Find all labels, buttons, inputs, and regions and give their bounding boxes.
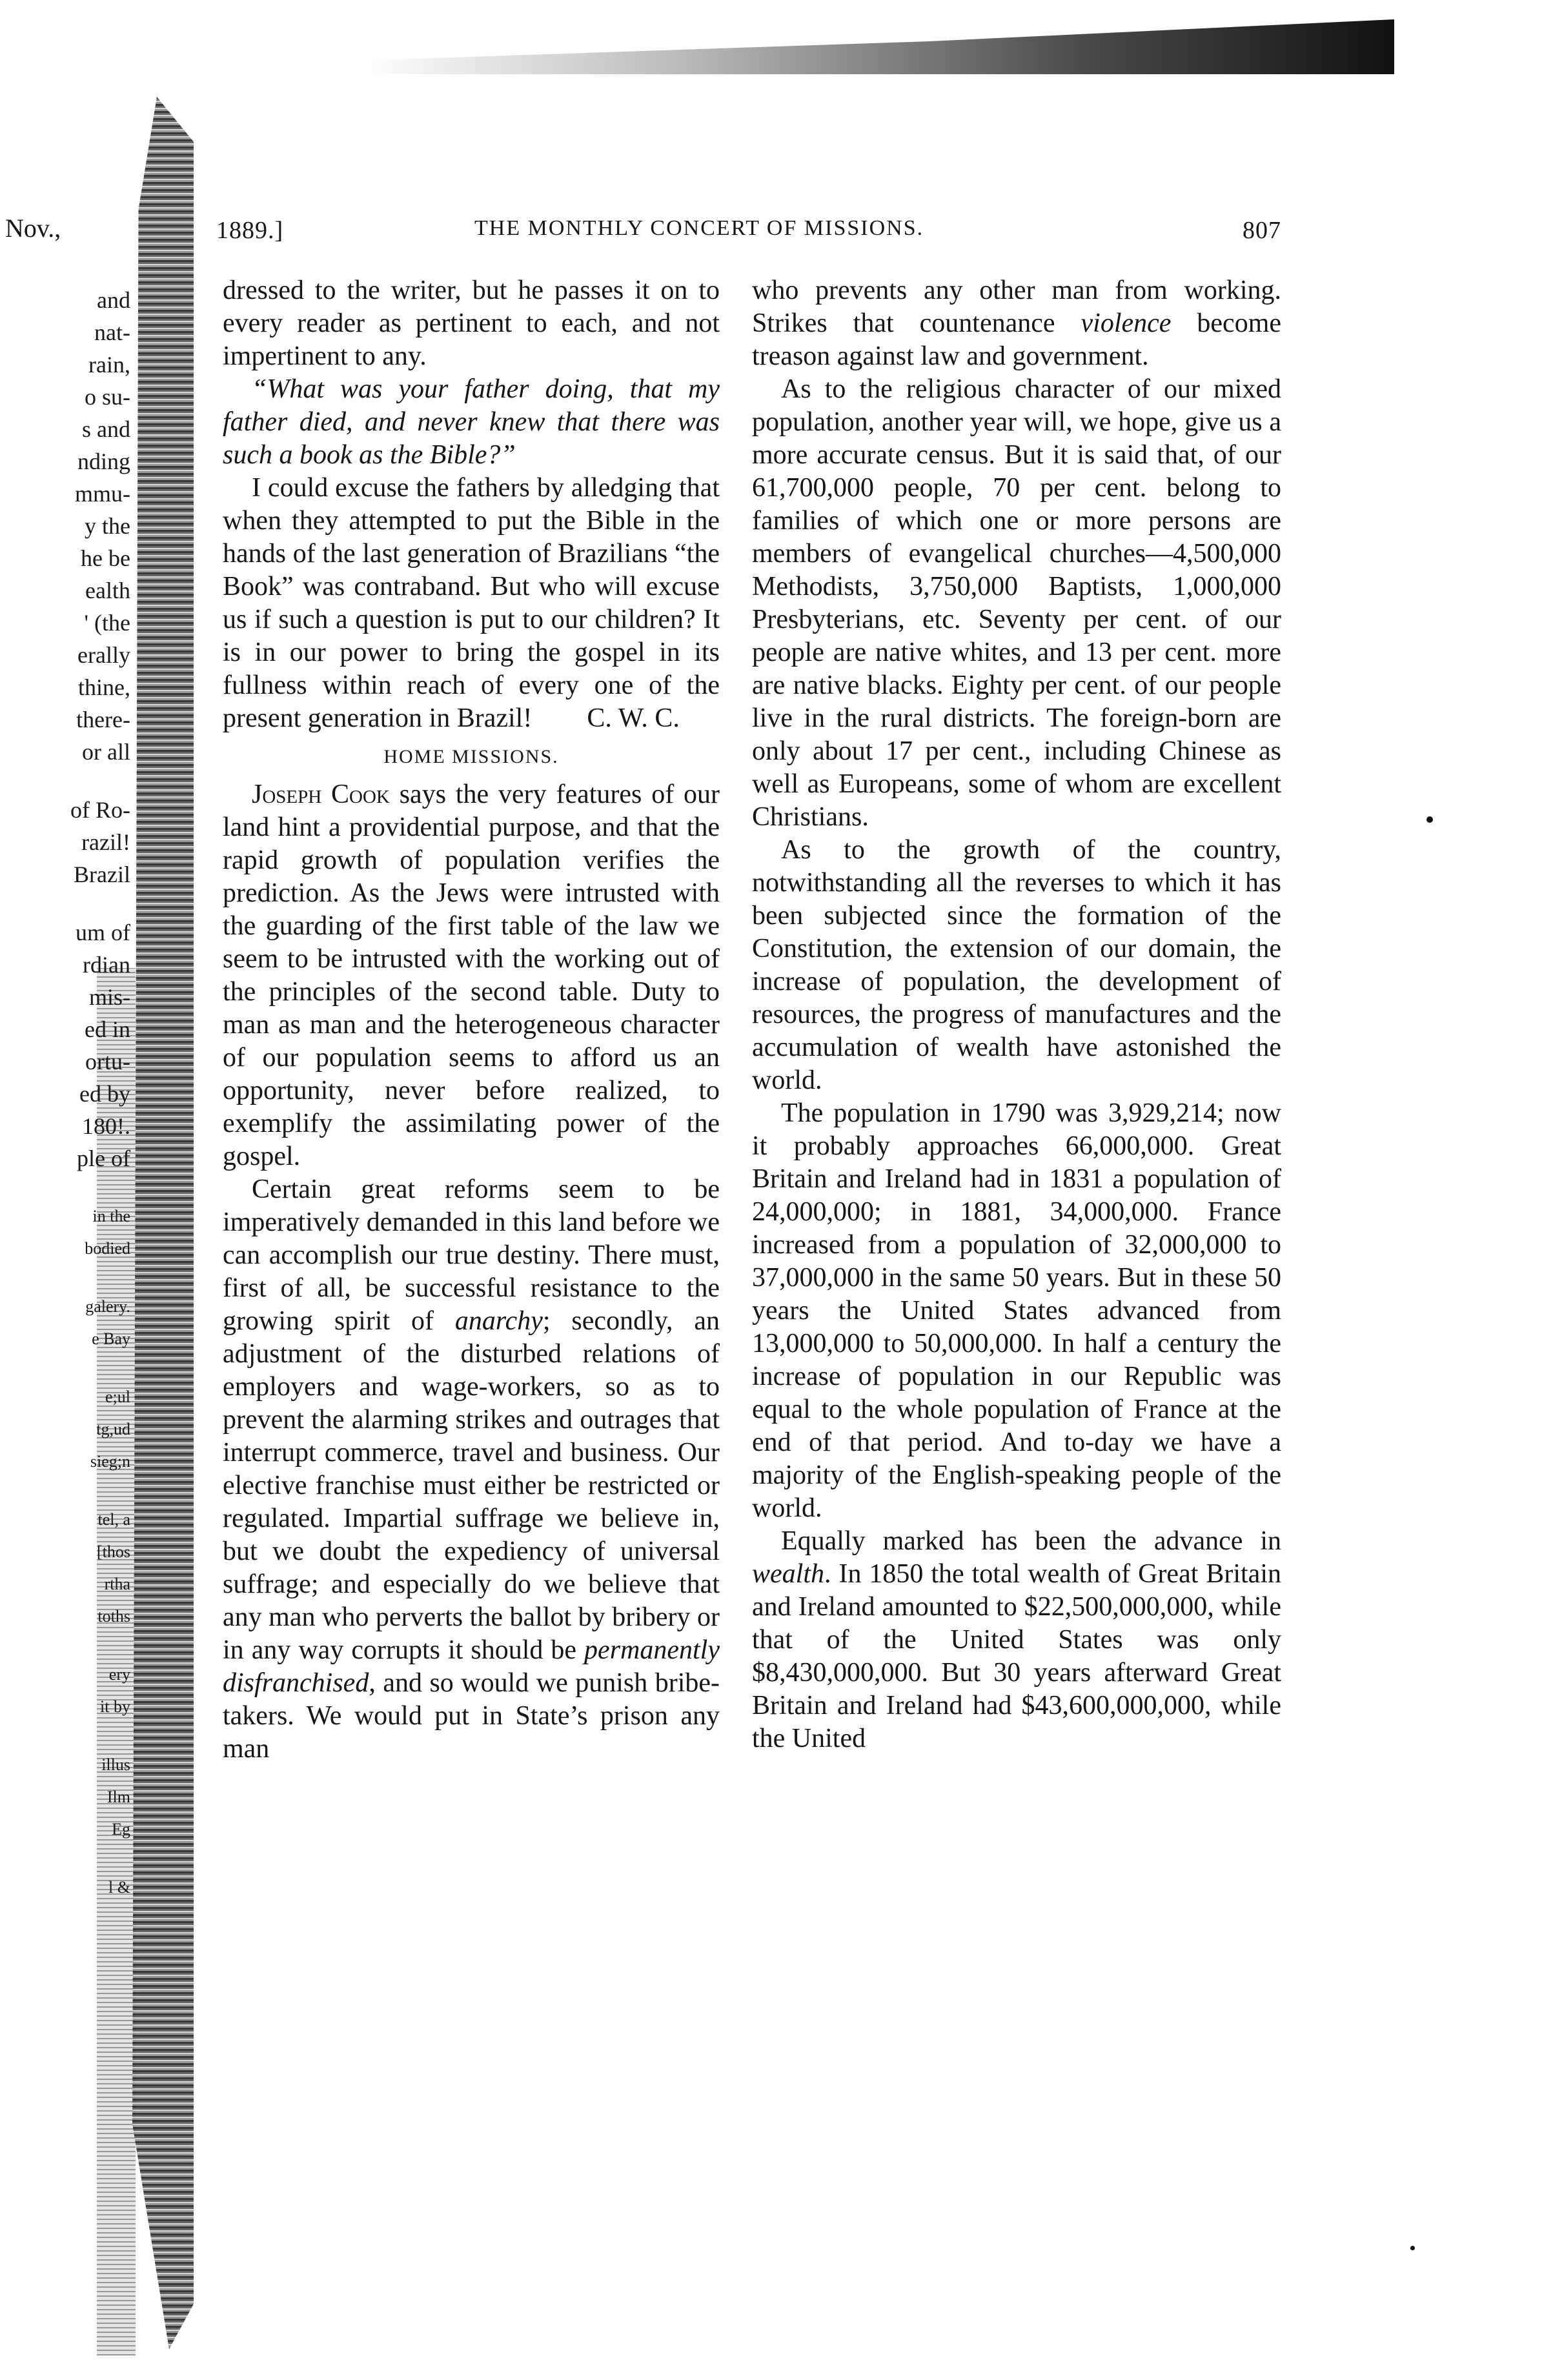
paragraph xyxy=(752,274,1281,373)
paragraph xyxy=(223,778,720,1173)
prev-page-fragment-line: mmu- xyxy=(75,481,130,507)
prev-page-fragment-line xyxy=(0,1175,136,1200)
text-column-right xyxy=(752,274,1281,1755)
paragraph-text: become treason against law and government. xyxy=(752,308,1282,371)
running-head xyxy=(216,216,1281,255)
stray-mark xyxy=(1410,2246,1415,2250)
page-number: 807 xyxy=(1243,217,1281,244)
prev-page-fragment-line: nding xyxy=(77,449,130,474)
prev-page-fragment-line xyxy=(0,1355,136,1381)
prev-page-fragment-line: l & xyxy=(108,1878,130,1897)
paragraph xyxy=(752,1525,1281,1755)
paragraph: The population in 1790 was 3,929,214; now it probably approaches 66,000,000. Great Britain and Ireland had in 1831 a population of 24,000,000; in 1881, 34,000,000. France increased from a population of 32,000,000 to 37,000,000 in the same 50 years. But in these 50 years the United States advanced from 13,000,000 to 50,000,000. In half a century the increase of population in our Republic was equal to the whole population of France at the end of that period. And to-day we have a majority of the English-speaking people of the world. xyxy=(752,1098,1281,1523)
prev-page-fragment-line: rdian xyxy=(83,952,130,978)
stray-mark xyxy=(1426,816,1433,823)
prev-page-fragment-line: um of xyxy=(76,920,130,945)
prev-page-fragment-line: thine, xyxy=(78,674,130,700)
paragraph xyxy=(223,1173,720,1766)
prev-page-fragment-line xyxy=(0,1265,136,1291)
prev-page-fragment-line: ery xyxy=(108,1665,130,1684)
prev-page-fragment-line: nat- xyxy=(94,319,130,345)
paragraph-text: Certain great reforms seem to be imperatively demanded in this land before we can accomplish our true destiny. There must, first of all, be successful resistance to the growing spirit of xyxy=(223,1175,720,1336)
prev-page-fragment-line: he be xyxy=(81,545,130,571)
prev-page-fragment-line: [thos xyxy=(97,1542,130,1561)
prev-page-fragment-line xyxy=(0,1846,136,1871)
text-column-left xyxy=(223,274,720,1766)
prev-page-fragment-line xyxy=(0,1633,136,1659)
scan-edge-shadow xyxy=(361,19,1394,74)
paragraph: As to the religious character of our mixed population, another year will, we hope, give us a more accurate census. But it is said that, of our 61,700,000 people, 70 per cent. belong to families of which one or more persons are members of evangelical churches—4,500,000 Methodists, 3,750,000 Baptists, 1,000,000 Presbyterians, etc. Seventy per cent. of our people are native whites, and 13 per cent. more are native blacks. Eighty per cent. of our people live in the rural districts. The foreign-born are only about 17 per cent., including Chinese as well as Europeans, some of whom are excellent Christians. xyxy=(752,374,1281,832)
prev-page-fragment-line: Brazil xyxy=(74,862,130,887)
page-gutter xyxy=(132,97,194,2349)
paragraph-text: . In 1850 the total wealth of Great Britain and Ireland amounted to $22,500,000,000, while that of the United States was only $8,430,000,000. But 30 years afterward Great Britain and Ireland had $43,600,000,000, while the United xyxy=(752,1559,1281,1753)
prev-page-fragment-line: in the xyxy=(92,1207,130,1225)
paragraph xyxy=(223,472,720,735)
prev-page-header-fragment: Nov., xyxy=(5,214,61,243)
prev-page-fragment-line: tg,ud xyxy=(96,1420,130,1438)
emphasis: permanently disfranchised xyxy=(223,1635,720,1698)
prev-page-fragment-line: sieg;n xyxy=(90,1452,130,1471)
prev-page-fragment-line: y the xyxy=(85,513,130,539)
prev-page-fragment-line: e;ul xyxy=(105,1387,130,1406)
prev-page-fragment-line xyxy=(0,768,136,794)
paragraph-text: ; secondly, an adjustment of the disturbed relations of employers and wage-workers, so as to prevent the alarming strikes and outrages that interrupt commerce, travel and business. Our elective franchise must either be restricted or regulated. Impartial suffrage we believe in, but we doubt the expediency of universal suffrage; and especially do we believe that any man who perverts the ballot by bribery or in any way corrupts it should be xyxy=(223,1306,720,1665)
prev-page-fragment-line: ortu- xyxy=(85,1049,130,1074)
prev-page-fragment-line: it by xyxy=(100,1697,130,1716)
emphasis: violence xyxy=(1081,308,1172,338)
prev-page-fragment-line: illus xyxy=(101,1755,130,1774)
prev-page-fragment-line: toths xyxy=(97,1607,130,1626)
running-head-year: 1889.] xyxy=(216,217,284,244)
prev-page-fragment-line xyxy=(0,1723,136,1749)
prev-page-fragment-line: Eg xyxy=(112,1820,130,1839)
prev-page-fragment-line: Ilm xyxy=(107,1788,130,1806)
prev-page-fragment-line: there- xyxy=(76,707,130,732)
prev-page-fragment-line: s and xyxy=(82,416,130,442)
prev-page-fragment-line: rain, xyxy=(88,352,130,378)
section-heading: HOME MISSIONS. xyxy=(383,746,559,767)
prev-page-fragment-line: ple of xyxy=(77,1145,130,1171)
prev-page-fragment-line: e Bay xyxy=(92,1329,130,1348)
prev-page-fragments xyxy=(0,284,136,1904)
quotation: “What was your father doing, that my father died, and never knew that there was such a book as the Bible?” xyxy=(223,374,720,470)
prev-page-fragment-line: rtha xyxy=(104,1575,130,1593)
prev-page-fragment-line: bodied xyxy=(85,1239,130,1258)
author-name: Joseph Cook xyxy=(252,780,390,809)
prev-page-fragment-line: ed by xyxy=(79,1081,130,1107)
prev-page-fragment-line: mis- xyxy=(88,984,130,1010)
prev-page-fragment-line: razil! xyxy=(81,829,130,855)
emphasis: wealth xyxy=(752,1559,824,1589)
paragraph: As to the growth of the country, notwithstanding all the reverses to which it has been subjected since the formation of the Constitution, the extension of our domain, the increase of population, the development of resources, the progress of manufactures and the accumulation of wealth have astonished the world. xyxy=(752,835,1281,1095)
paragraph-text: who prevents any other man from working. Strikes that countenance xyxy=(752,276,1281,338)
prev-page-fragment-line: ealth xyxy=(85,578,130,603)
paragraph: dressed to the writer, but he passes it on to every reader as pertinent to each, and not impertinent to any. xyxy=(223,276,720,371)
prev-page-fragment-line: 180!. xyxy=(82,1113,130,1139)
prev-page-fragment-line: erally xyxy=(77,642,130,668)
prev-page-fragment-line xyxy=(0,1478,136,1504)
running-head-title: THE MONTHLY CONCERT OF MISSIONS. xyxy=(474,216,924,240)
signature: C. W. C. xyxy=(587,703,680,733)
emphasis: anarchy xyxy=(454,1306,543,1336)
paragraph-text: says the very features of our land hint a providential purpose, and that the rapid growth of population verifies the prediction. As the Jews were intrusted with the guarding of the first table of the law we seem to be intrusted with the working out of the principles of the second table. Duty to man as man and the heterogeneous character of our population seems to afford us an opportunity, never before realized, to exemplify the assimilating power of the gospel. xyxy=(223,780,720,1171)
paragraph-text: Equally marked has been the advance in xyxy=(781,1526,1281,1556)
prev-page-fragment-line: of Ro- xyxy=(70,797,130,823)
prev-page-fragment-line: ' (the xyxy=(84,610,130,636)
paragraph-text: I could excuse the fathers by alledging that when they attempted to put the Bible in the hands of the last generation of Brazilians “the Book” was contraband. But who will excuse us if such a question is put to our children? It is in our power to bring the gospel in its fullness within reach of every one of the present generation in Brazil! xyxy=(223,473,720,733)
prev-page-fragment-line: o su- xyxy=(85,384,130,410)
prev-page-fragment-line: or all xyxy=(82,739,130,765)
prev-page-fragment-line: tel, a xyxy=(97,1510,130,1529)
prev-page-fragment-line: galery. xyxy=(85,1297,130,1316)
prev-page-fragment-line xyxy=(0,891,136,916)
prev-page-fragment-line: ed in xyxy=(85,1016,130,1042)
paragraph-text: , and so would we punish bribe-takers. We would put in State’s prison any man xyxy=(223,1668,720,1764)
prev-page-fragment-line: and xyxy=(97,287,130,313)
